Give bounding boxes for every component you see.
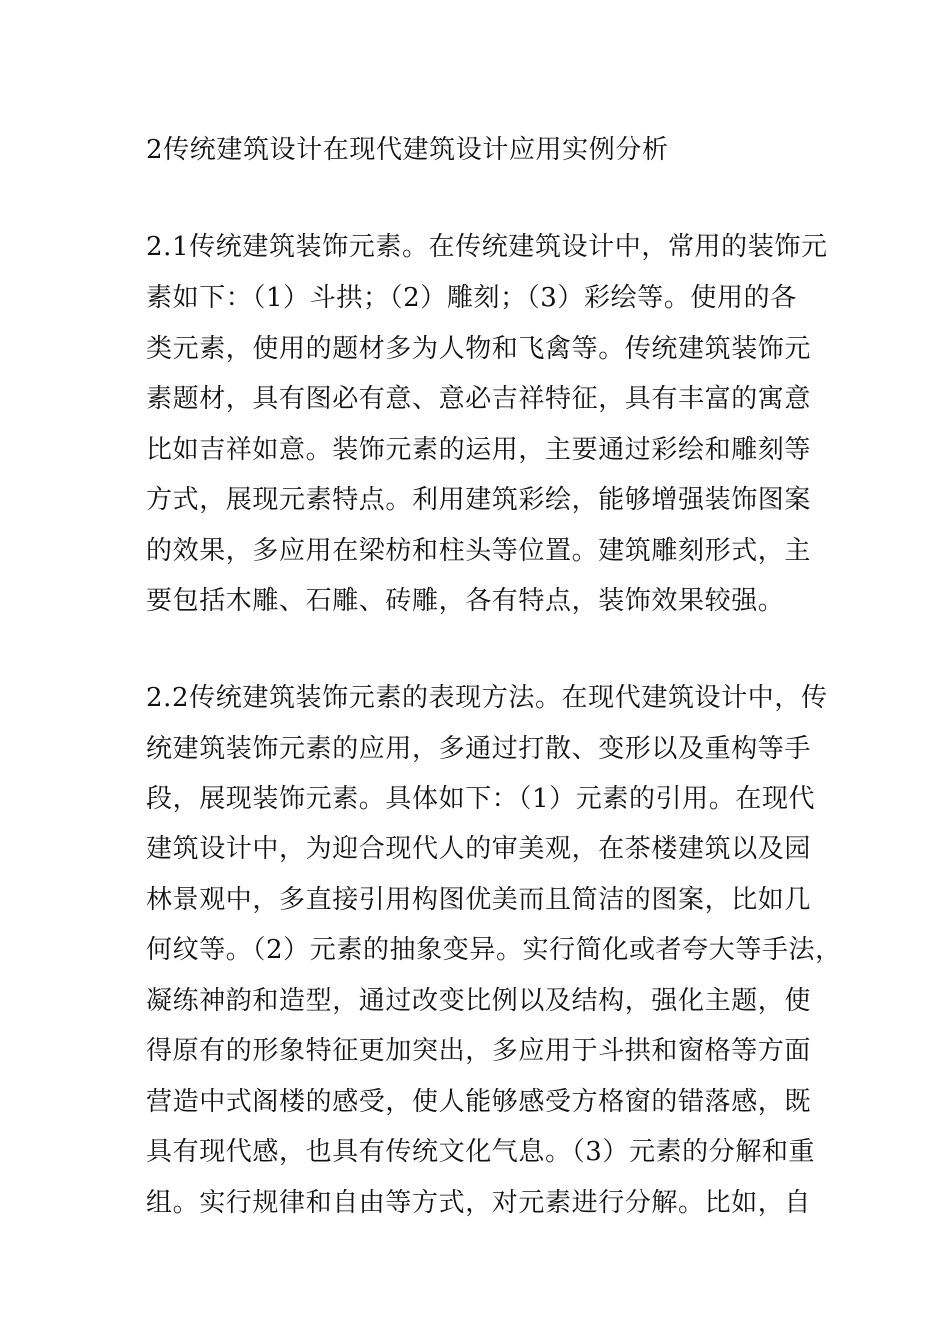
paragraph-line: 比如吉祥如意。装饰元素的运用，主要通过彩绘和雕刻等 bbox=[146, 435, 812, 465]
paragraph-line: 凝练神韵和造型，通过改变比例以及结构，强化主题，使 bbox=[146, 986, 812, 1016]
paragraph-line: 得原有的形象特征更加突出，多应用于斗拱和窗格等方面 bbox=[146, 1036, 812, 1066]
paragraph-line: 2.1传统建筑装饰元素。在传统建筑设计中，常用的装饰元 bbox=[146, 232, 828, 262]
paragraph-line: 方式，展现元素特点。利用建筑彩绘，能够增强装饰图案 bbox=[146, 485, 812, 515]
paragraph-line: 组。实行规律和自由等方式，对元素进行分解。比如，自 bbox=[146, 1188, 812, 1218]
paragraph-line: 统建筑装饰元素的应用，多通过打散、变形以及重构等手 bbox=[146, 734, 812, 764]
section-heading: 2传统建筑设计在现代建筑设计应用实例分析 bbox=[146, 135, 669, 165]
paragraph-line: 素如下：（1）斗拱；（2）雕刻；（3）彩绘等。使用的各 bbox=[146, 283, 797, 313]
paragraph-line: 2.2传统建筑装饰元素的表现方法。在现代建筑设计中，传 bbox=[146, 683, 828, 713]
paragraph-line: 要包括木雕、石雕、砖雕，各有特点，装饰效果较强。 bbox=[146, 586, 785, 616]
paragraph-line: 何纹等。（2）元素的抽象变异。实行简化或者夸大等手法， bbox=[146, 935, 842, 965]
paragraph-line: 段，展现装饰元素。具体如下：（1）元素的引用。在现代 bbox=[146, 784, 816, 814]
paragraph-line: 建筑设计中，为迎合现代人的审美观，在茶楼建筑以及园 bbox=[146, 834, 812, 864]
paragraph-line: 林景观中，多直接引用构图优美而且简洁的图案，比如几 bbox=[146, 885, 812, 915]
paragraph-line: 类元素，使用的题材多为人物和飞禽等。传统建筑装饰元 bbox=[146, 334, 812, 364]
paragraph-line: 素题材，具有图必有意、意必吉祥特征，具有丰富的寓意 bbox=[146, 384, 812, 414]
paragraph-line: 营造中式阁楼的感受，使人能够感受方格窗的错落感，既 bbox=[146, 1087, 812, 1117]
paragraph-line: 具有现代感，也具有传统文化气息。（3）元素的分解和重 bbox=[146, 1137, 816, 1167]
paragraph-line: 的效果，多应用在梁枋和柱头等位置。建筑雕刻形式，主 bbox=[146, 536, 812, 566]
